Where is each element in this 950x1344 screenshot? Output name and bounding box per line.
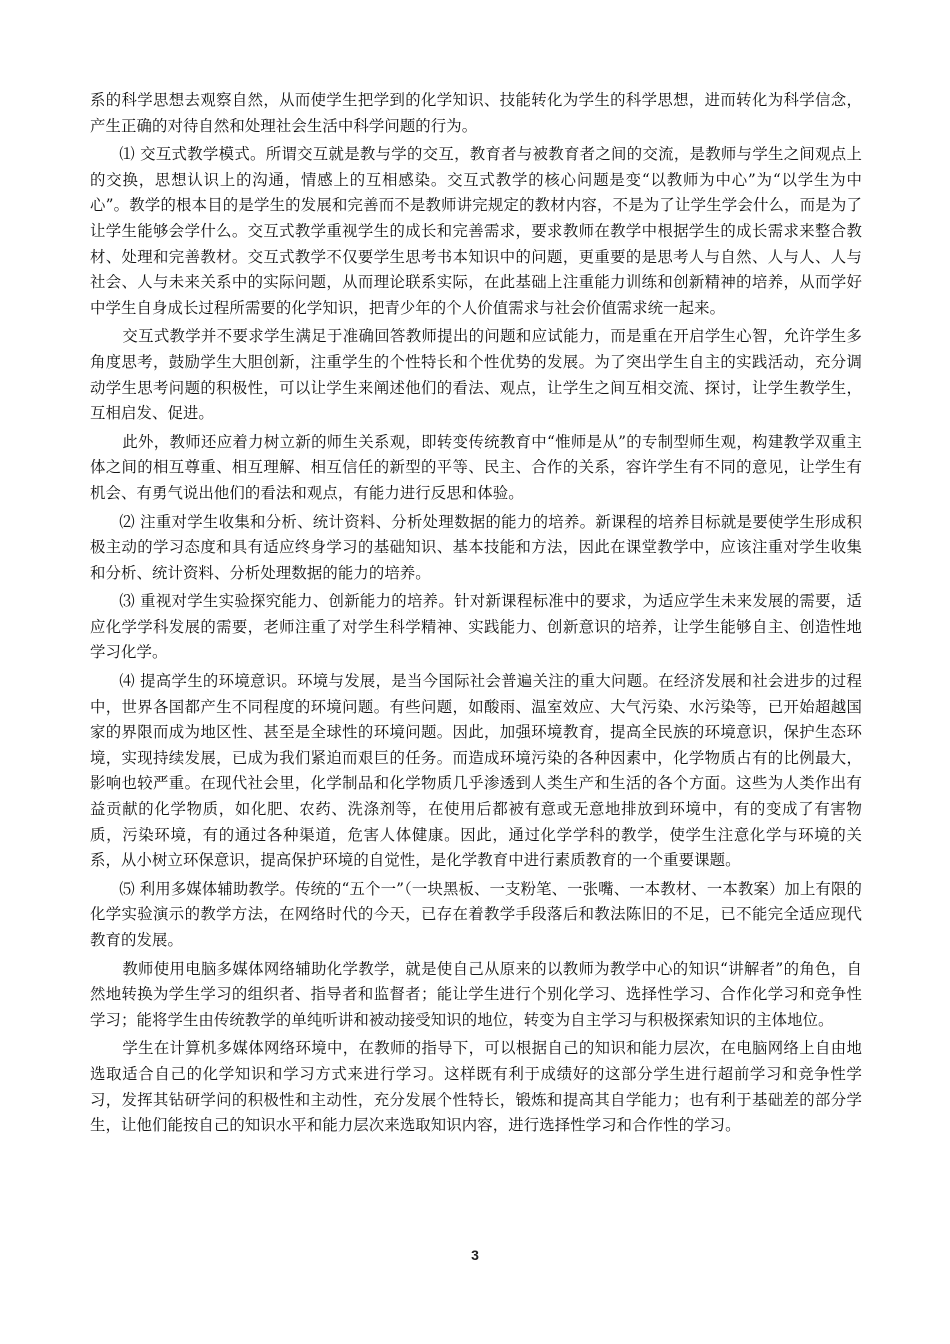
- paragraph-teacher-student-relationship: 此外，教师还应着力树立新的师生关系观，即转变传统教育中“惟师是从”的专制型师生观，构建教学双重主体之间的相互尊重、相互理解、相互信任的新型的平等、民主、合作的关系，容许学生有不同的意见，让学生有机会、有勇气说出他们的看法和观点，有能力进行反思和体验。: [90, 432, 862, 502]
- paragraph-multimedia: ⑸ 利用多媒体辅助教学。传统的“五个一”（一块黑板、一支粉笔、一张嘴、一本教材、一本教案）加上有限的化学实验演示的教学方法，在网络时代的今天，已存在着教学手段落后和教法陈旧的不足，已不能完全适应现代教育的发展。: [90, 879, 862, 949]
- paragraph-interactive-requirements: 交互式教学并不要求学生满足于准确回答教师提出的问题和应试能力，而是重在开启学生心智，允许学生多角度思考，鼓励学生大胆创新，注重学生的个性特长和个性优势的发展。为了突出学生自主的实践活动，充分调动学生思考问题的积极性，可以让学生来阐述他们的看法、观点，让学生之间互相交流、探讨，让学生教学生，互相启发、促进。: [90, 327, 862, 423]
- document-body: [90, 88, 862, 1142]
- paragraph-interactive-teaching: ⑴ 交互式教学模式。所谓交互就是教与学的交互，教育者与被教育者之间的交流，是教师与学生之间观点上的交换，思想认识上的沟通，情感上的互相感染。交互式教学的核心问题是变“以教师为中心”为“以学生为中心”。教学的根本目的是学生的发展和完善而不是教师讲完规定的教材内容，不是为了让学生学会什么，而是为了让学生能够会学什么。交互式教学重视学生的成长和完善需求，要求教师在教学中根据学生的成长需求来整合教材、处理和完善教材。交互式教学不仅要学生思考书本知识中的问题，更重要的是思考人与自然、人与人、人与社会、人与未来关系中的实际问题，从而理论联系实际，在此基础上注重能力训练和创新精神的培养，从而学好中学生自身成长过程所需要的化学知识，把青少年的个人价值需求与社会价值需求统一起来。: [90, 145, 862, 317]
- paragraph-environment-awareness: ⑷ 提高学生的环境意识。环境与发展，是当今国际社会普遍关注的重大问题。在经济发展和社会进步的过程中，世界各国都产生不同程度的环境问题。有些问题，如酸雨、温室效应、大气污染、水污染等，已开始超越国家的界限而成为地区性、甚至是全球性的环境问题。因此，加强环境教育，提高全民族的环境意识，保护生态环境，实现持续发展，已成为我们紧迫而艰巨的任务。而造成环境污染的各种因素中，化学物质占有的比例最大，影响也较严重。在现代社会里，化学制品和化学物质几乎渗透到人类生产和生活的各个方面。这些为人类作出有益贡献的化学物质，如化肥、农药、洗涤剂等，在使用后都被有意或无意地排放到环境中，有的变成了有害物质，污染环境，有的通过各种渠道，危害人体健康。因此，通过化学学科的教学，使学生注意化学与环境的关系，从小树立环保意识，提高保护环境的自觉性，是化学教育中进行素质教育的一个重要课题。: [90, 672, 862, 870]
- page-number: 3: [471, 1247, 479, 1263]
- paragraph-continuation: 系的科学思想去观察自然，从而使学生把学到的化学知识、技能转化为学生的科学思想，进而转化为科学信念，产生正确的对待自然和处理社会生活中科学问题的行为。: [90, 91, 862, 135]
- paragraph-student-network-learning: 学生在计算机多媒体网络环境中，在教师的指导下，可以根据自己的知识和能力层次，在电脑网络上自由地选取适合自己的化学知识和学习方式来进行学习。这样既有利于成绩好的这部分学生进行超前学习和竞争性学习，发挥其钻研学问的积极性和主动性，充分发展个性特长，锻炼和提高其自学能力；也有利于基础差的部分学生，让他们能按自己的知识水平和能力层次来选取知识内容，进行选择性学习和合作性的学习。: [90, 1039, 862, 1135]
- paragraph-data-analysis: ⑵ 注重对学生收集和分析、统计资料、分析处理数据的能力的培养。新课程的培养目标就是要使学生形成积极主动的学习态度和具有适应终身学习的基础知识、基本技能和方法，因此在课堂教学中，应该注重对学生收集和分析、统计资料、分析处理数据的能力的培养。: [90, 512, 862, 582]
- paragraph-teacher-role: 教师使用电脑多媒体网络辅助化学教学，就是使自己从原来的以教师为教学中心的知识“讲解者”的角色，自然地转换为学生学习的组织者、指导者和监督者；能让学生进行个别化学习、选择性学习、合作化学习和竞争性学习；能将学生由传统教学的单纯听讲和被动接受知识的地位，转变为自主学习与积极探索知识的主体地位。: [90, 959, 862, 1029]
- paragraph-experiment-inquiry: ⑶ 重视对学生实验探究能力、创新能力的培养。针对新课程标准中的要求，为适应学生未来发展的需要，适应化学学科发展的需要，老师注重了对学生科学精神、实践能力、创新意识的培养，让学生能够自主、创造性地学习化学。: [90, 592, 862, 662]
